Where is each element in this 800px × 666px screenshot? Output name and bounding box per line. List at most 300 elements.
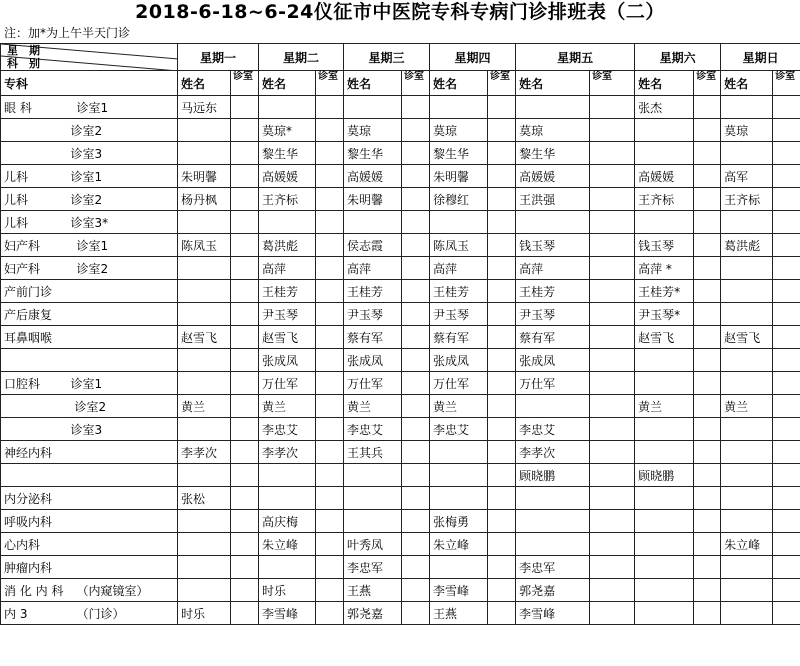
doctor-name-cell: 李忠军 bbox=[516, 556, 590, 579]
room-cell bbox=[231, 579, 259, 602]
header-subcols-row bbox=[1, 71, 800, 96]
doctor-name-cell bbox=[178, 533, 231, 556]
doctor-name-cell: 尹玉琴 bbox=[516, 303, 590, 326]
doctor-name-cell: 李忠艾 bbox=[259, 418, 316, 441]
room-cell bbox=[773, 602, 800, 625]
doctor-name-cell bbox=[635, 211, 694, 234]
doctor-name-cell bbox=[635, 372, 694, 395]
room-cell bbox=[590, 556, 635, 579]
row-dept: 肿瘤内科 bbox=[1, 556, 178, 579]
doctor-name-cell: 李孝次 bbox=[178, 441, 231, 464]
room-cell bbox=[773, 257, 800, 280]
doctor-name-cell: 张成凤 bbox=[344, 349, 402, 372]
room-cell bbox=[231, 510, 259, 533]
doctor-name-cell: 王桂芳* bbox=[635, 280, 694, 303]
room-cell bbox=[773, 234, 800, 257]
doctor-name-cell: 黎生华 bbox=[430, 142, 488, 165]
room-cell bbox=[402, 464, 430, 487]
row-dept: 神经内科 bbox=[1, 441, 178, 464]
header-day-2: 星期二 bbox=[259, 44, 344, 71]
table-row bbox=[1, 211, 800, 234]
row-dept bbox=[1, 349, 178, 372]
room-cell bbox=[231, 96, 259, 119]
doctor-name-cell bbox=[344, 487, 402, 510]
doctor-name-cell: 高媛媛 bbox=[344, 165, 402, 188]
room-cell bbox=[316, 579, 344, 602]
table-row bbox=[1, 441, 800, 464]
doctor-name-cell: 陈凤玉 bbox=[178, 234, 231, 257]
room-cell bbox=[590, 96, 635, 119]
doctor-name-cell bbox=[721, 510, 773, 533]
room-cell bbox=[773, 510, 800, 533]
room-cell bbox=[316, 533, 344, 556]
room-cell bbox=[694, 579, 721, 602]
room-cell bbox=[590, 510, 635, 533]
room-cell bbox=[590, 119, 635, 142]
row-room: 诊室1 bbox=[71, 372, 178, 395]
room-cell bbox=[488, 165, 516, 188]
room-cell bbox=[773, 533, 800, 556]
doctor-name-cell bbox=[721, 579, 773, 602]
room-cell bbox=[316, 556, 344, 579]
room-cell bbox=[316, 349, 344, 372]
row-dept: 消 化 内 科 bbox=[1, 579, 71, 602]
room-cell bbox=[590, 464, 635, 487]
row-dept bbox=[1, 142, 71, 165]
row-dept: 儿科 bbox=[1, 188, 71, 211]
doctor-name-cell: 李雪峰 bbox=[516, 602, 590, 625]
doctor-name-cell: 王齐标 bbox=[635, 188, 694, 211]
header-room-col: 诊室 bbox=[773, 71, 800, 96]
doctor-name-cell bbox=[721, 464, 773, 487]
room-cell bbox=[773, 579, 800, 602]
room-cell bbox=[316, 280, 344, 303]
doctor-name-cell: 王桂芳 bbox=[516, 280, 590, 303]
doctor-name-cell bbox=[721, 142, 773, 165]
doctor-name-cell bbox=[635, 349, 694, 372]
doctor-name-cell: 王燕 bbox=[430, 602, 488, 625]
doctor-name-cell bbox=[178, 211, 231, 234]
row-dept bbox=[1, 418, 71, 441]
doctor-name-cell bbox=[259, 464, 316, 487]
row-dept bbox=[1, 464, 178, 487]
room-cell bbox=[316, 303, 344, 326]
row-room: 诊室2 bbox=[71, 188, 178, 211]
doctor-name-cell bbox=[635, 119, 694, 142]
room-cell bbox=[694, 441, 721, 464]
table-row bbox=[1, 280, 800, 303]
doctor-name-cell: 王桂芳 bbox=[430, 280, 488, 303]
table-row bbox=[1, 165, 800, 188]
room-cell bbox=[231, 234, 259, 257]
room-cell bbox=[773, 303, 800, 326]
room-cell bbox=[488, 556, 516, 579]
doctor-name-cell: 葛洪彪 bbox=[721, 234, 773, 257]
room-cell bbox=[402, 510, 430, 533]
room-cell bbox=[694, 556, 721, 579]
doctor-name-cell: 莫琼 bbox=[721, 119, 773, 142]
doctor-name-cell: 郭尧嘉 bbox=[344, 602, 402, 625]
room-cell bbox=[773, 556, 800, 579]
doctor-name-cell: 高媛媛 bbox=[635, 165, 694, 188]
row-dept: 妇产科 bbox=[1, 257, 71, 280]
doctor-name-cell: 莫琼 bbox=[430, 119, 488, 142]
room-cell bbox=[231, 303, 259, 326]
table-row bbox=[1, 602, 800, 625]
doctor-name-cell bbox=[635, 533, 694, 556]
room-cell bbox=[231, 142, 259, 165]
row-room: 诊室3 bbox=[71, 142, 178, 165]
doctor-name-cell bbox=[516, 211, 590, 234]
doctor-name-cell bbox=[259, 487, 316, 510]
doctor-name-cell: 高庆梅 bbox=[259, 510, 316, 533]
doctor-name-cell: 莫琼* bbox=[259, 119, 316, 142]
doctor-name-cell: 王其兵 bbox=[344, 441, 402, 464]
doctor-name-cell bbox=[178, 464, 231, 487]
room-cell bbox=[694, 96, 721, 119]
doctor-name-cell: 尹玉琴 bbox=[344, 303, 402, 326]
row-room: 诊室3* bbox=[71, 211, 178, 234]
header-room-col: 诊室 bbox=[694, 71, 721, 96]
doctor-name-cell: 王燕 bbox=[344, 579, 402, 602]
doctor-name-cell: 黄兰 bbox=[344, 395, 402, 418]
room-cell bbox=[694, 326, 721, 349]
room-cell bbox=[488, 487, 516, 510]
room-cell bbox=[694, 280, 721, 303]
doctor-name-cell: 尹玉琴* bbox=[635, 303, 694, 326]
room-cell bbox=[231, 280, 259, 303]
doctor-name-cell: 杨丹枫 bbox=[178, 188, 231, 211]
row-dept: 内 3 bbox=[1, 602, 71, 625]
room-cell bbox=[402, 441, 430, 464]
doctor-name-cell bbox=[259, 96, 316, 119]
room-cell bbox=[316, 96, 344, 119]
room-cell bbox=[488, 188, 516, 211]
doctor-name-cell: 朱立峰 bbox=[259, 533, 316, 556]
room-cell bbox=[488, 119, 516, 142]
doctor-name-cell: 朱立峰 bbox=[430, 533, 488, 556]
room-cell bbox=[694, 211, 721, 234]
room-cell bbox=[590, 303, 635, 326]
room-cell bbox=[231, 556, 259, 579]
row-dept bbox=[1, 119, 71, 142]
doctor-name-cell bbox=[721, 257, 773, 280]
doctor-name-cell: 葛洪彪 bbox=[259, 234, 316, 257]
room-cell bbox=[773, 395, 800, 418]
table-row bbox=[1, 188, 800, 211]
doctor-name-cell bbox=[721, 211, 773, 234]
room-cell bbox=[316, 510, 344, 533]
row-dept: 妇产科 bbox=[1, 234, 71, 257]
doctor-name-cell bbox=[516, 487, 590, 510]
doctor-name-cell: 黄兰 bbox=[430, 395, 488, 418]
room-cell bbox=[316, 142, 344, 165]
room-cell bbox=[402, 349, 430, 372]
doctor-name-cell bbox=[178, 510, 231, 533]
doctor-name-cell bbox=[430, 96, 488, 119]
doctor-name-cell: 赵雪飞 bbox=[259, 326, 316, 349]
room-cell bbox=[316, 602, 344, 625]
doctor-name-cell bbox=[259, 556, 316, 579]
room-cell bbox=[316, 326, 344, 349]
header-name-col: 姓名 bbox=[635, 71, 694, 96]
room-cell bbox=[590, 418, 635, 441]
doctor-name-cell bbox=[344, 211, 402, 234]
doctor-name-cell bbox=[178, 303, 231, 326]
room-cell bbox=[773, 188, 800, 211]
doctor-name-cell: 尹玉琴 bbox=[430, 303, 488, 326]
row-dept: 产前门诊 bbox=[1, 280, 178, 303]
room-cell bbox=[402, 533, 430, 556]
room-cell bbox=[316, 487, 344, 510]
row-room: （内窥镜室） bbox=[71, 579, 178, 602]
room-cell bbox=[231, 188, 259, 211]
table-row bbox=[1, 487, 800, 510]
room-cell bbox=[694, 487, 721, 510]
doctor-name-cell bbox=[635, 510, 694, 533]
doctor-name-cell bbox=[721, 441, 773, 464]
doctor-name-cell bbox=[516, 533, 590, 556]
row-room: 诊室2 bbox=[71, 257, 178, 280]
table-row bbox=[1, 510, 800, 533]
row-dept: 产后康复 bbox=[1, 303, 178, 326]
table-row bbox=[1, 119, 800, 142]
room-cell bbox=[590, 395, 635, 418]
room-cell bbox=[590, 257, 635, 280]
row-room: 诊室1 bbox=[71, 234, 178, 257]
room-cell bbox=[231, 395, 259, 418]
doctor-name-cell bbox=[516, 96, 590, 119]
doctor-name-cell bbox=[721, 487, 773, 510]
table-row bbox=[1, 579, 800, 602]
room-cell bbox=[231, 487, 259, 510]
room-cell bbox=[402, 211, 430, 234]
room-cell bbox=[316, 234, 344, 257]
room-cell bbox=[231, 211, 259, 234]
doctor-name-cell bbox=[721, 372, 773, 395]
doctor-name-cell bbox=[178, 418, 231, 441]
room-cell bbox=[231, 326, 259, 349]
room-cell bbox=[316, 119, 344, 142]
doctor-name-cell: 朱明馨 bbox=[178, 165, 231, 188]
room-cell bbox=[402, 372, 430, 395]
room-cell bbox=[488, 533, 516, 556]
row-dept: 耳鼻咽喉 bbox=[1, 326, 178, 349]
header-name-col: 姓名 bbox=[430, 71, 488, 96]
room-cell bbox=[773, 349, 800, 372]
row-dept: 儿科 bbox=[1, 211, 71, 234]
doctor-name-cell: 高军 bbox=[721, 165, 773, 188]
row-dept: 口腔科 bbox=[1, 372, 71, 395]
doctor-name-cell bbox=[635, 487, 694, 510]
room-cell bbox=[316, 211, 344, 234]
schedule-table bbox=[0, 43, 800, 625]
header-corner bbox=[1, 44, 178, 71]
room-cell bbox=[316, 395, 344, 418]
doctor-name-cell bbox=[344, 96, 402, 119]
doctor-name-cell: 张杰 bbox=[635, 96, 694, 119]
doctor-name-cell: 李忠军 bbox=[344, 556, 402, 579]
room-cell bbox=[694, 234, 721, 257]
room-cell bbox=[773, 96, 800, 119]
corner-label-week: 星 期 bbox=[7, 44, 40, 57]
row-dept bbox=[1, 395, 71, 418]
room-cell bbox=[488, 257, 516, 280]
room-cell bbox=[316, 464, 344, 487]
row-dept: 儿科 bbox=[1, 165, 71, 188]
room-cell bbox=[488, 372, 516, 395]
doctor-name-cell bbox=[178, 257, 231, 280]
doctor-name-cell: 李忠艾 bbox=[430, 418, 488, 441]
row-room: 诊室1 bbox=[71, 165, 178, 188]
doctor-name-cell: 朱明馨 bbox=[430, 165, 488, 188]
room-cell bbox=[694, 257, 721, 280]
doctor-name-cell: 张梅勇 bbox=[430, 510, 488, 533]
room-cell bbox=[694, 119, 721, 142]
doctor-name-cell: 黄兰 bbox=[721, 395, 773, 418]
doctor-name-cell bbox=[259, 211, 316, 234]
room-cell bbox=[590, 533, 635, 556]
room-cell bbox=[773, 280, 800, 303]
doctor-name-cell: 赵雪飞 bbox=[721, 326, 773, 349]
row-dept: 眼 科 bbox=[1, 96, 71, 119]
doctor-name-cell: 赵雪飞 bbox=[178, 326, 231, 349]
room-cell bbox=[402, 142, 430, 165]
row-room: 诊室2 bbox=[71, 395, 178, 418]
room-cell bbox=[773, 142, 800, 165]
doctor-name-cell: 陈凤玉 bbox=[430, 234, 488, 257]
table-row bbox=[1, 303, 800, 326]
room-cell bbox=[590, 234, 635, 257]
room-cell bbox=[231, 418, 259, 441]
header-day-6: 星期六 bbox=[635, 44, 721, 71]
room-cell bbox=[231, 533, 259, 556]
doctor-name-cell bbox=[430, 441, 488, 464]
doctor-name-cell: 蔡有军 bbox=[344, 326, 402, 349]
doctor-name-cell bbox=[430, 556, 488, 579]
room-cell bbox=[316, 165, 344, 188]
row-room: 诊室1 bbox=[71, 96, 178, 119]
doctor-name-cell bbox=[635, 556, 694, 579]
doctor-name-cell bbox=[178, 142, 231, 165]
header-name-col: 姓名 bbox=[178, 71, 231, 96]
corner-label-dept: 科 别 bbox=[7, 57, 40, 70]
room-cell bbox=[231, 441, 259, 464]
doctor-name-cell: 李忠艾 bbox=[516, 418, 590, 441]
doctor-name-cell: 钱玉琴 bbox=[635, 234, 694, 257]
doctor-name-cell: 高萍 bbox=[516, 257, 590, 280]
schedule-note: 注：加*为上午半天门诊 bbox=[4, 26, 131, 40]
doctor-name-cell: 李忠艾 bbox=[344, 418, 402, 441]
room-cell bbox=[488, 395, 516, 418]
header-room-col: 诊室 bbox=[402, 71, 430, 96]
room-cell bbox=[316, 441, 344, 464]
doctor-name-cell: 万仕军 bbox=[344, 372, 402, 395]
doctor-name-cell bbox=[178, 579, 231, 602]
doctor-name-cell: 王齐标 bbox=[259, 188, 316, 211]
room-cell bbox=[590, 142, 635, 165]
room-cell bbox=[590, 602, 635, 625]
doctor-name-cell: 钱玉琴 bbox=[516, 234, 590, 257]
room-cell bbox=[316, 188, 344, 211]
doctor-name-cell: 万仕军 bbox=[430, 372, 488, 395]
doctor-name-cell: 徐穆红 bbox=[430, 188, 488, 211]
room-cell bbox=[773, 211, 800, 234]
doctor-name-cell: 王洪强 bbox=[516, 188, 590, 211]
doctor-name-cell bbox=[721, 96, 773, 119]
room-cell bbox=[773, 372, 800, 395]
room-cell bbox=[488, 602, 516, 625]
room-cell bbox=[488, 349, 516, 372]
doctor-name-cell bbox=[178, 280, 231, 303]
room-cell bbox=[231, 372, 259, 395]
doctor-name-cell bbox=[635, 418, 694, 441]
doctor-name-cell: 张成凤 bbox=[516, 349, 590, 372]
room-cell bbox=[402, 234, 430, 257]
doctor-name-cell bbox=[635, 142, 694, 165]
doctor-name-cell bbox=[516, 395, 590, 418]
doctor-name-cell bbox=[635, 579, 694, 602]
room-cell bbox=[694, 418, 721, 441]
doctor-name-cell: 郭尧嘉 bbox=[516, 579, 590, 602]
room-cell bbox=[488, 441, 516, 464]
doctor-name-cell: 朱明馨 bbox=[344, 188, 402, 211]
room-cell bbox=[402, 257, 430, 280]
row-dept: 内分泌科 bbox=[1, 487, 178, 510]
room-cell bbox=[694, 188, 721, 211]
room-cell bbox=[316, 372, 344, 395]
table-row bbox=[1, 395, 800, 418]
header-room-col: 诊室 bbox=[316, 71, 344, 96]
room-cell bbox=[694, 510, 721, 533]
header-day-7: 星期日 bbox=[721, 44, 800, 71]
table-row bbox=[1, 418, 800, 441]
doctor-name-cell bbox=[344, 510, 402, 533]
doctor-name-cell: 李孝次 bbox=[516, 441, 590, 464]
room-cell bbox=[488, 280, 516, 303]
room-cell bbox=[402, 280, 430, 303]
room-cell bbox=[590, 326, 635, 349]
doctor-name-cell bbox=[430, 487, 488, 510]
room-cell bbox=[488, 96, 516, 119]
room-cell bbox=[402, 326, 430, 349]
table-row bbox=[1, 349, 800, 372]
room-cell bbox=[694, 165, 721, 188]
room-cell bbox=[590, 441, 635, 464]
room-cell bbox=[590, 165, 635, 188]
doctor-name-cell: 蔡有军 bbox=[430, 326, 488, 349]
doctor-name-cell: 张松 bbox=[178, 487, 231, 510]
doctor-name-cell bbox=[430, 211, 488, 234]
room-cell bbox=[402, 303, 430, 326]
doctor-name-cell: 高萍 bbox=[344, 257, 402, 280]
header-room-col: 诊室 bbox=[488, 71, 516, 96]
doctor-name-cell: 高媛媛 bbox=[259, 165, 316, 188]
doctor-name-cell: 黄兰 bbox=[178, 395, 231, 418]
doctor-name-cell: 莫琼 bbox=[516, 119, 590, 142]
room-cell bbox=[231, 349, 259, 372]
row-room: 诊室2 bbox=[71, 119, 178, 142]
header-name-col: 姓名 bbox=[259, 71, 316, 96]
room-cell bbox=[590, 349, 635, 372]
room-cell bbox=[694, 372, 721, 395]
doctor-name-cell: 黄兰 bbox=[259, 395, 316, 418]
room-cell bbox=[402, 602, 430, 625]
room-cell bbox=[402, 556, 430, 579]
doctor-name-cell: 李雪峰 bbox=[430, 579, 488, 602]
doctor-name-cell: 李雪峰 bbox=[259, 602, 316, 625]
doctor-name-cell: 蔡有军 bbox=[516, 326, 590, 349]
